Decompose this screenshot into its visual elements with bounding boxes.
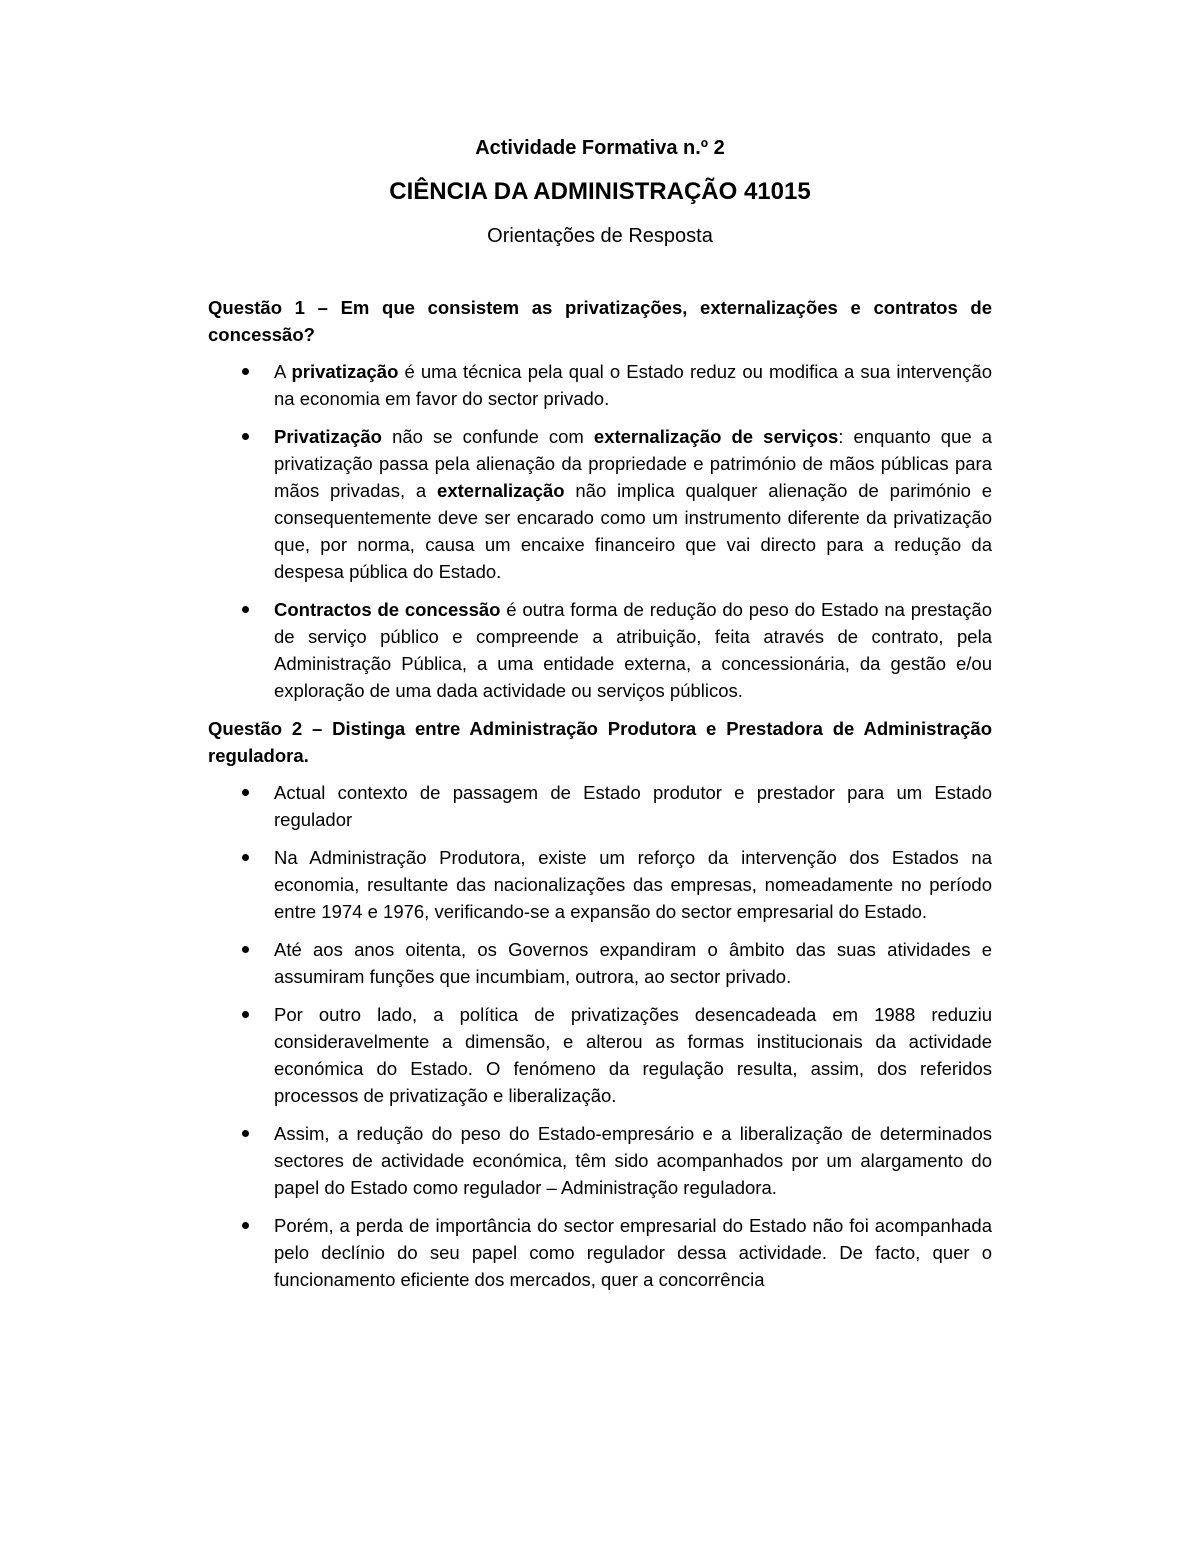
bold-term: privatização (291, 361, 399, 382)
bullet-text: não implica qualquer alienação de parimónio e consequentemente deve ser encarado como um instrumento diferente da privatização que, por norma, causa um encaixe financeiro que vai directo para a redução da despesa pública do Estado. (274, 480, 992, 582)
list-item (208, 936, 992, 990)
document-body (208, 134, 992, 1304)
list-item (208, 423, 992, 585)
bullet-text: Actual contexto de passagem de Estado produtor e prestador para um Estado regulador (274, 782, 992, 830)
bullet-icon (242, 946, 249, 953)
bold-term: externalização de serviços (593, 426, 839, 447)
list-item (208, 1001, 992, 1109)
list-item (208, 358, 992, 412)
list-item (208, 844, 992, 925)
activity-title: Actividade Formativa n.º 2 (475, 137, 725, 159)
list-item (208, 596, 992, 704)
bullet-icon (242, 368, 249, 375)
bullet-text: Assim, a redução do peso do Estado-empresário e a liberalização de determinados sectores de actividade económica, têm sido acompanhados por um alargamento do papel do Estado como regulador – Administração reguladora. (274, 1123, 992, 1198)
bullet-icon (242, 1130, 249, 1137)
subtitle: Orientações de Resposta (487, 225, 713, 247)
bullet-text: Até aos anos oitenta, os Governos expandiram o âmbito das suas atividades e assumiram funções que incumbiam, outrora, ao sector privado. (274, 939, 992, 987)
bullet-icon (242, 1222, 249, 1229)
bullet-icon (242, 854, 249, 861)
question-2-heading: Questão 2 – Distinga entre Administração Produtora e Prestadora de Administração reguladora. (208, 718, 992, 766)
bullet-text: não se confunde com (381, 426, 594, 447)
bold-term: Contractos de concessão (274, 599, 501, 620)
course-title: CIÊNCIA DA ADMINISTRAÇÃO 41015 (389, 178, 811, 205)
bullet-text-prefix: A (274, 361, 292, 382)
bullet-icon (242, 606, 249, 613)
bullet-text: é outra forma de redução do peso do Estado na prestação de serviço público e compreende a atribuição, feita através de contrato, pela Administração Pública, a uma entidade externa, a concessionária, da gestão e/ou exploração de uma dada actividade ou serviços públicos. (274, 599, 992, 701)
bullet-icon (242, 789, 249, 796)
bullet-text: Na Administração Produtora, existe um reforço da intervenção dos Estados na economia, resultante das nacionalizações das empresas, nomeadamente no período entre 1974 e 1976, verificando-se a expansão do sector empresarial do Estado. (274, 847, 992, 922)
list-item (208, 1120, 992, 1201)
question-1-answer-list (208, 358, 992, 704)
bold-term: Privatização (274, 426, 382, 447)
bullet-text: : enquanto que a privatização passa pela alienação da propriedade e património de mãos públicas para mãos privadas, a (274, 426, 992, 501)
bullet-text: Porém, a perda de importância do sector empresarial do Estado não foi acompanhada pelo declínio do seu papel como regulador dessa actividade. De facto, quer o funcionamento eficiente dos mercados, quer a concorrência (274, 1215, 992, 1290)
bullet-text: é uma técnica pela qual o Estado reduz ou modifica a sua intervenção na economia em favor do sector privado. (274, 361, 992, 409)
bold-term: externalização (437, 480, 565, 501)
question-1-heading: Questão 1 – Em que consistem as privatizações, externalizações e contratos de concessão? (208, 297, 992, 345)
bullet-icon (242, 433, 249, 440)
question-2-answer-list (208, 779, 992, 1293)
bullet-text: Por outro lado, a política de privatizações desencadeada em 1988 reduziu consideravelmente a dimensão, e alterou as formas institucionais da actividade económica do Estado. O fenómeno da regulação resulta, assim, dos referidos processos de privatização e liberalização. (274, 1004, 992, 1106)
list-item (208, 1212, 992, 1293)
bullet-icon (242, 1011, 249, 1018)
list-item (208, 779, 992, 833)
